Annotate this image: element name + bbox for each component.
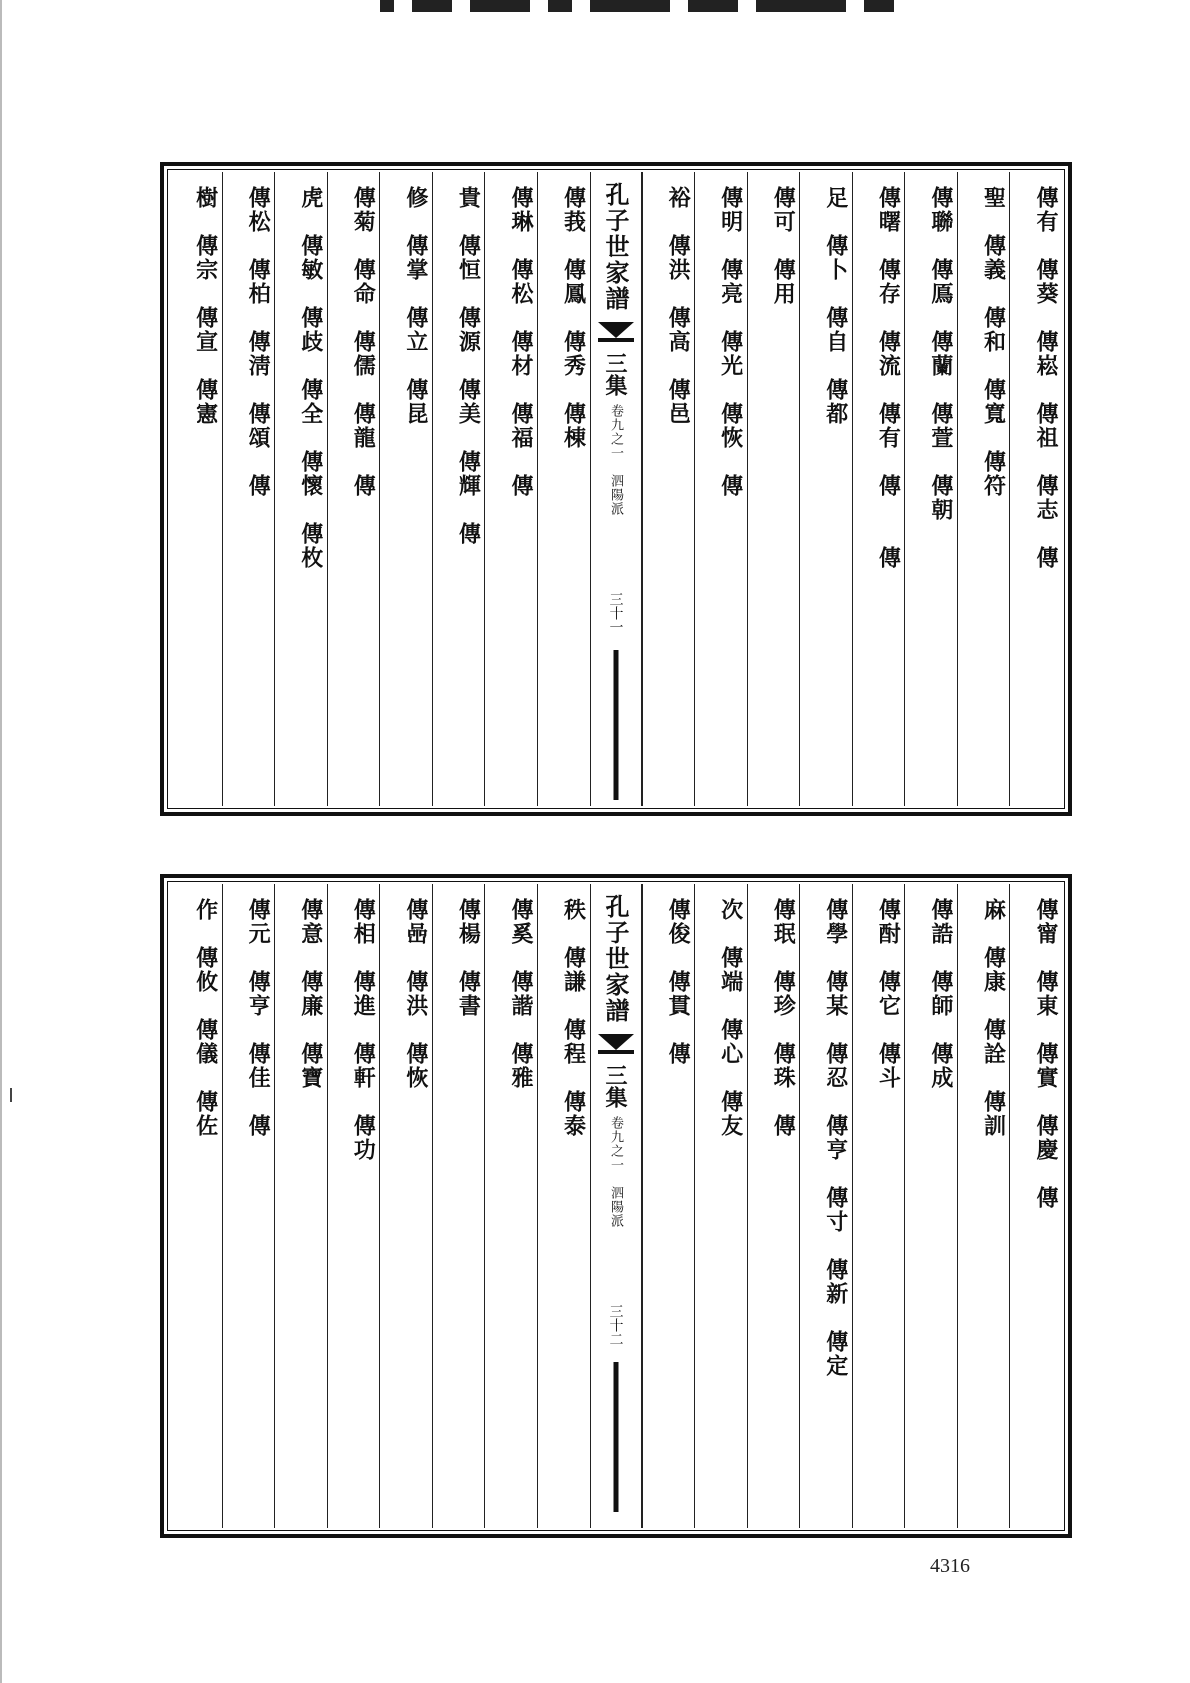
text-column: 傳松 傳柏 傳淸 傳頌 傳 <box>222 172 275 806</box>
collection-label: 三集 <box>602 352 628 396</box>
text-column: 傳琳 傳松 傳材 傳福 傳 <box>484 172 537 806</box>
text-column: 傳聯 傳鳫 傳蘭 傳萱 傳朝 <box>904 172 957 806</box>
center-spine <box>590 172 642 806</box>
book-title: 孔子世家譜 <box>601 182 630 312</box>
text-column: 傳有 傳葵 傳崧 傳祖 傳志 傳 <box>1009 172 1062 806</box>
fish-tail-bar <box>598 338 634 342</box>
text-column: 傳意 傳廉 傳寶 <box>274 884 327 1528</box>
fish-tail-mark <box>598 1034 634 1050</box>
folio-number: 三十二 <box>607 1304 624 1346</box>
text-column: 秩 傳謙 傳程 傳泰 <box>537 884 590 1528</box>
text-column: 傳莪 傳鳳 傳秀 傳棟 <box>537 172 590 806</box>
text-column: 傳酎 傳它 傳斗 <box>852 884 905 1528</box>
text-column: 傳可 傳用 <box>747 172 800 806</box>
scan-mark <box>10 1088 12 1102</box>
text-column: 傳曙 傳存 傳流 傳有 傳 傳 <box>852 172 905 806</box>
spine-bar <box>613 1362 618 1512</box>
text-column: 傳俊 傳貫 傳 <box>642 884 695 1528</box>
text-column: 傳楊 傳書 <box>432 884 485 1528</box>
folio-number: 三十一 <box>607 592 624 634</box>
text-column: 傳菊 傳命 傳儒 傳龍 傳 <box>327 172 380 806</box>
fish-tail-mark <box>598 322 634 338</box>
text-column: 麻 傳康 傳詮 傳訓 <box>957 884 1010 1528</box>
fish-tail-bar <box>598 1050 634 1054</box>
text-column: 裕 傳洪 傳高 傳邑 <box>642 172 695 806</box>
center-spine <box>590 884 642 1528</box>
spine-bar <box>613 650 618 800</box>
text-column: 虎 傳敏 傳歧 傳全 傳懷 傳枚 <box>274 172 327 806</box>
scan-left-edge <box>0 0 2 1683</box>
text-column: 傳元 傳亨 傳佳 傳 <box>222 884 275 1528</box>
book-title: 孔子世家譜 <box>601 894 630 1024</box>
text-column: 傳甯 傳東 傳實 傳慶 傳 <box>1009 884 1062 1528</box>
text-column: 次 傳端 傳心 傳友 <box>694 884 747 1528</box>
column-strip <box>170 172 1062 806</box>
text-column: 傳學 傳某 傳忍 傳亨 傳寸 傳新 傳定 <box>799 884 852 1528</box>
text-column: 傳明 傳亮 傳光 傳恢 傳 <box>694 172 747 806</box>
text-column: 傳奚 傳諧 傳雅 <box>484 884 537 1528</box>
text-column: 修 傳掌 傳立 傳昆 <box>379 172 432 806</box>
text-column: 傳珉 傳珍 傳珠 傳 <box>747 884 800 1528</box>
text-column: 作 傳攸 傳儀 傳佐 <box>192 898 219 1138</box>
text-column: 貴 傳恒 傳源 傳美 傳輝 傳 <box>432 172 485 806</box>
top-bleed-through <box>380 0 940 18</box>
genealogy-page-31 <box>160 162 1072 816</box>
text-column: 傳喦 傳洪 傳恢 <box>379 884 432 1528</box>
text-column: 傳誥 傳師 傳成 <box>904 884 957 1528</box>
page-number: 4316 <box>930 1555 970 1577</box>
text-column: 聖 傳義 傳和 傳寬 傳符 <box>957 172 1010 806</box>
volume-label: 卷九之一 泗陽派 <box>608 404 623 516</box>
volume-label: 卷九之一 泗陽派 <box>608 1116 623 1228</box>
column-strip <box>170 884 1062 1528</box>
text-column: 足 傳卜 傳自 傳都 <box>799 172 852 806</box>
text-column: 樹 傳宗 傳宣 傳憲 <box>192 186 219 426</box>
genealogy-page-32 <box>160 874 1072 1538</box>
collection-label: 三集 <box>602 1064 628 1108</box>
text-column: 傳相 傳進 傳軒 傳功 <box>327 884 380 1528</box>
